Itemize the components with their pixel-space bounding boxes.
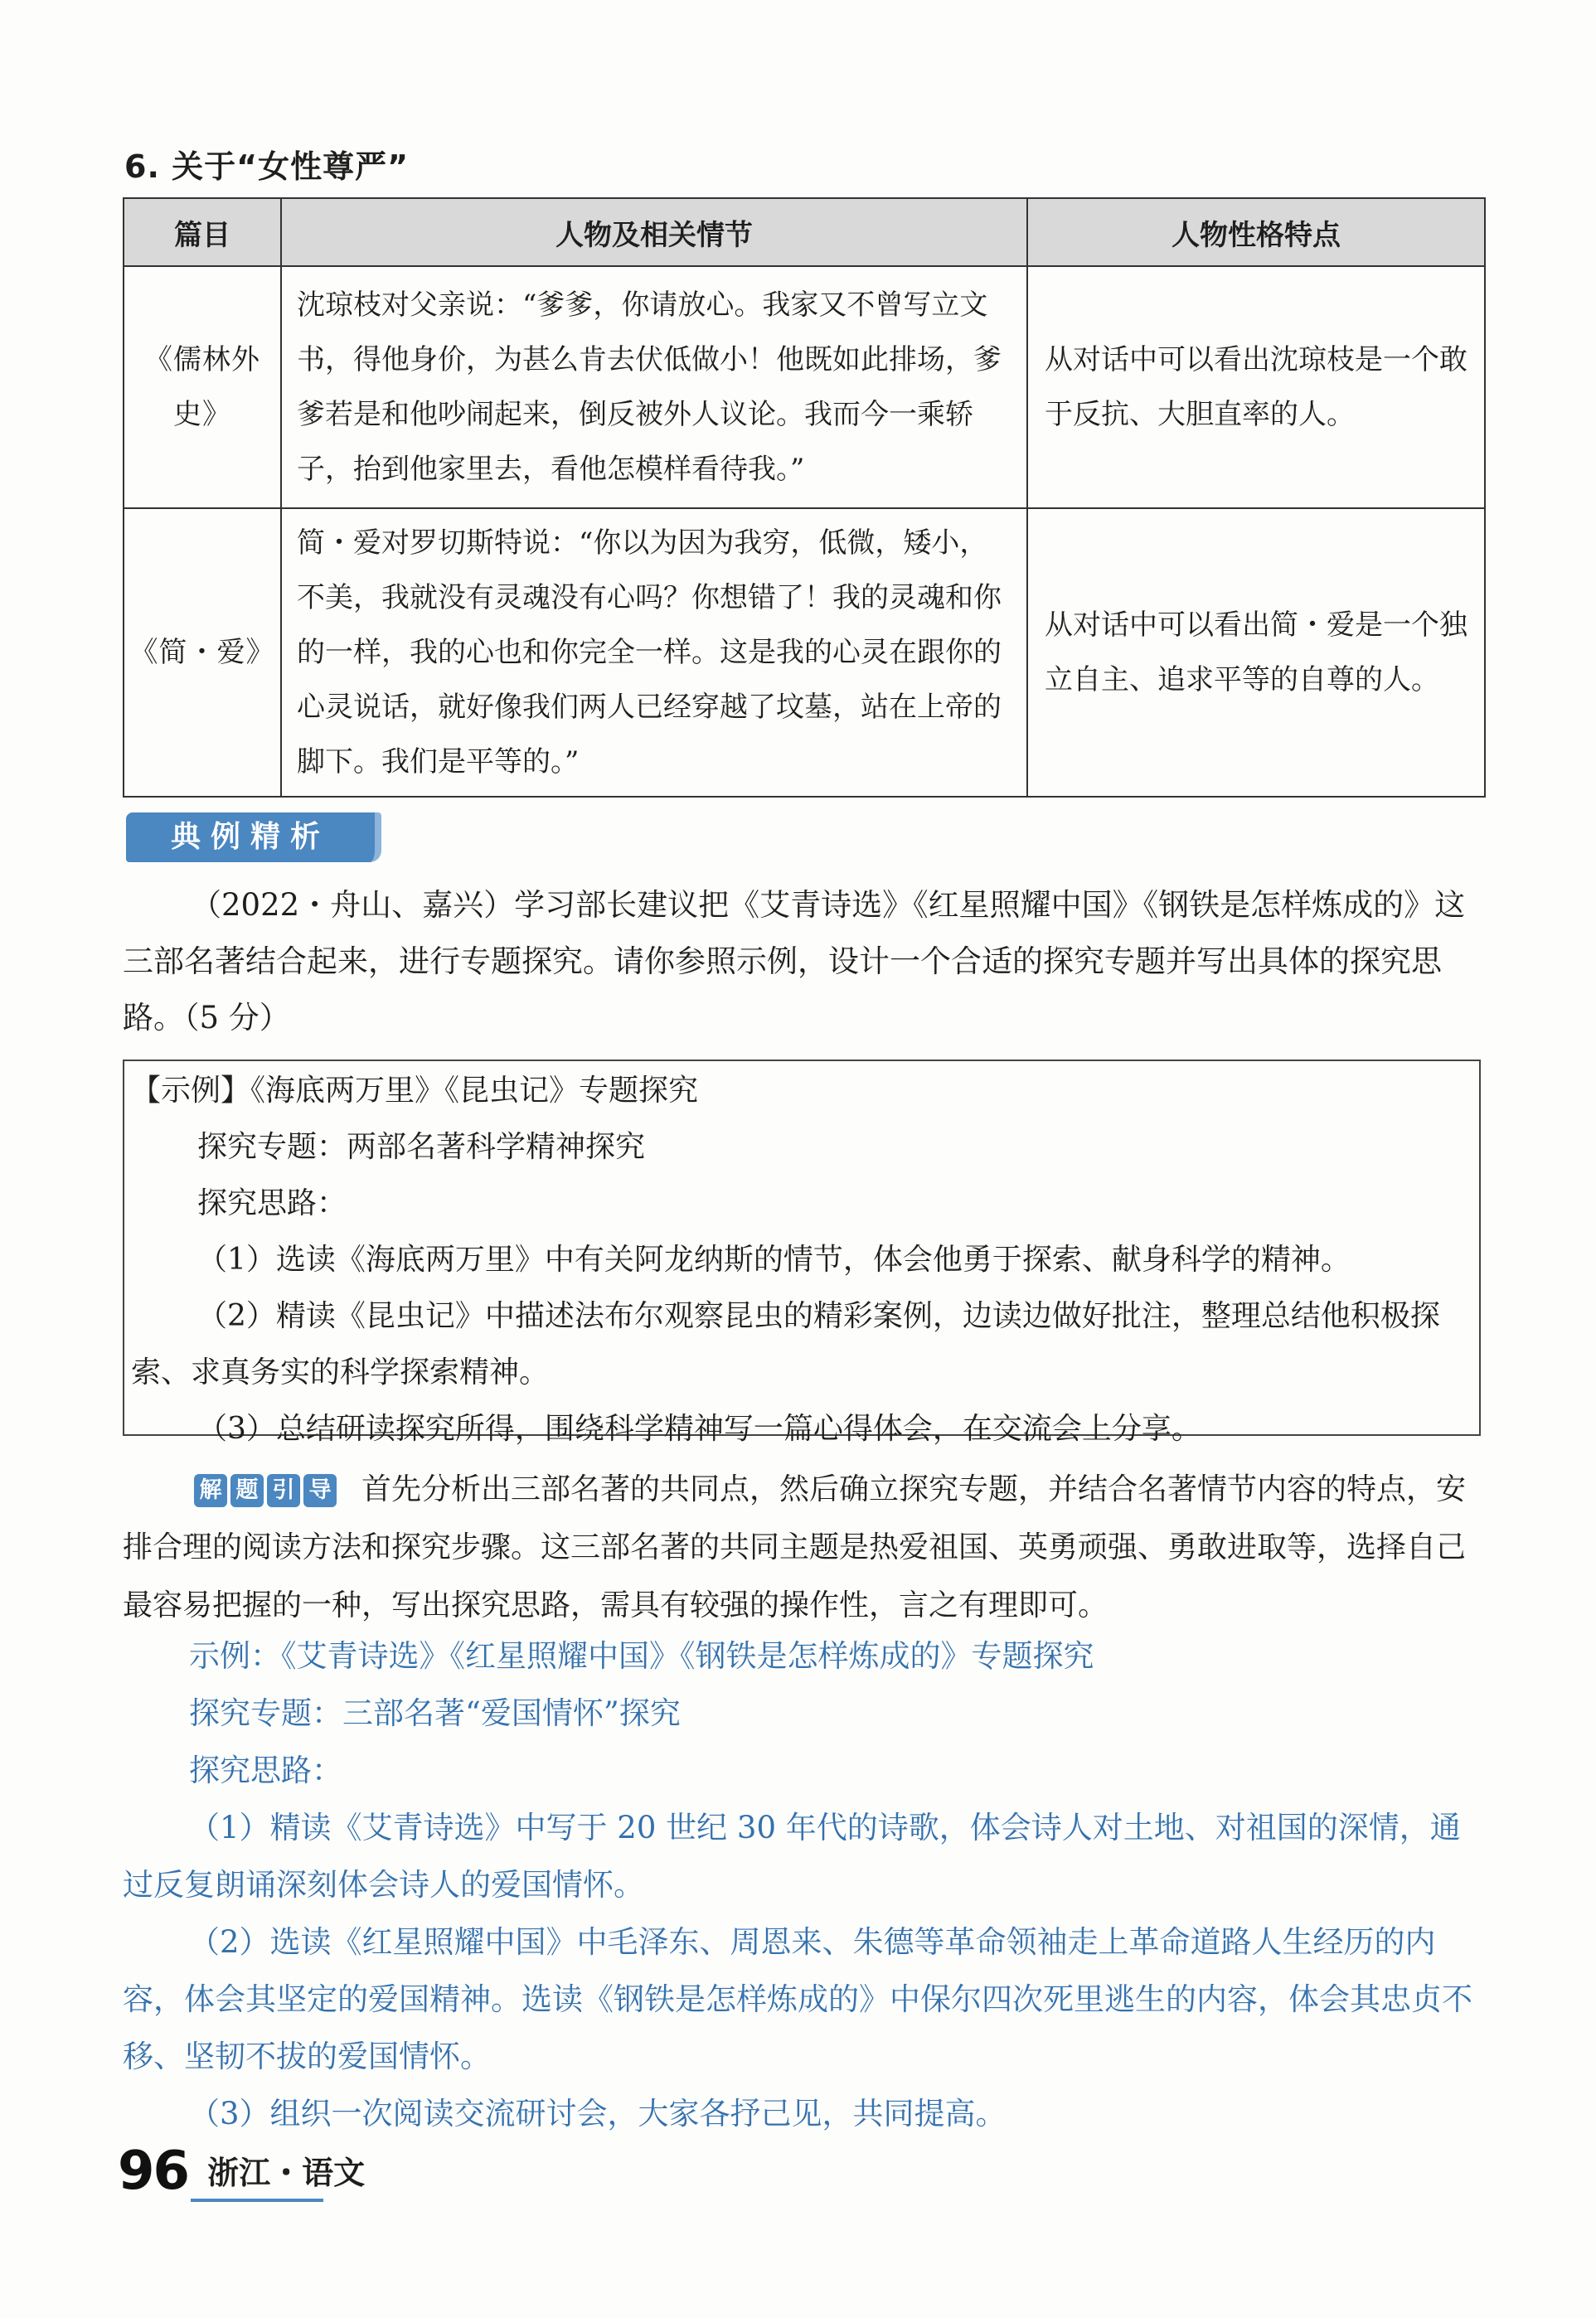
row-plot: 简・爱对罗切斯特说：“你以为因为我穷，低微，矮小，不美，我就没有灵魂没有心吗？你想错了！我的灵魂和你的一样，我的心也和你完全一样。这是我的心灵在跟你的心灵说话，就好像我们两人已经穿越了坟墓，站在上帝的脚下。我们是平等的。” [281, 508, 1027, 797]
row-title: 《儒林外史》 [124, 266, 281, 508]
question-text: （2022・舟山、嘉兴）学习部长建议把《艾青诗选》《红星照耀中国》《钢铁是怎样炼成的》这三部名著结合起来，进行专题探究。请你参照示例，设计一个合适的探究专题并写出具体的探究思路。（5 分） [123, 887, 1466, 1035]
example-badge: 典例精析 [126, 812, 381, 862]
row-title: 《简・爱》 [124, 508, 281, 797]
row-plot: 沈琼枝对父亲说：“爹爹，你请放心。我家又不曾写立文书，得他身价，为甚么肯去伏低做小！他既如此排场，爹爹若是和他吵闹起来，倒反被外人议论。我而今一乘轿子，抬到他家里去，看他怎模样看待我。” [281, 266, 1027, 508]
guide-badge-char: 导 [303, 1474, 337, 1507]
guide-text: 首先分析出三部名著的共同点，然后确立探究专题，并结合名著情节内容的特点，安排合理的阅读方法和探究步骤。这三部名著的共同主题是热爱祖国、英勇顽强、勇敢进取等，选择自己最容易把握的一种，写出探究思路，需具有较强的操作性，言之有理即可。 [123, 1472, 1467, 1622]
sample-step: （1）选读《海底两万里》中有关阿龙纳斯的情节，体会他勇于探索、献身科学的精神。 [197, 1243, 1351, 1277]
answer-topic: 探究专题：三部名著“爱国情怀”探究 [189, 1695, 681, 1731]
guide-badge-char: 解 [194, 1474, 227, 1507]
row-trait: 从对话中可以看出沈琼枝是一个敢于反抗、大胆直率的人。 [1027, 266, 1485, 508]
answer-step: （3）组织一次阅读交流研讨会，大家各抒己见，共同提高。 [189, 2096, 1007, 2131]
guide-paragraph [123, 1459, 1487, 1635]
footer-underline [191, 2199, 323, 2202]
section-title: 6. 关于“女性尊严” [124, 148, 410, 185]
sample-title: 【示例】《海底两万里》《昆虫记》专题探究 [131, 1074, 699, 1108]
header-trait: 人物性格特点 [1027, 198, 1485, 266]
guide-badge [194, 1459, 340, 1517]
page-footer [118, 2141, 365, 2202]
table-row [124, 508, 1485, 797]
table-header-row [124, 198, 1485, 266]
sample-step: （2）精读《昆虫记》中描述法布尔观察昆虫的精彩案例，边读边做好批注，整理总结他积极探索、求真务实的科学探索精神。 [131, 1299, 1440, 1389]
reference-table [123, 197, 1486, 798]
header-plot: 人物及相关情节 [281, 198, 1027, 266]
page-label: 浙江・语文 [207, 2155, 366, 2191]
sample-topic: 探究专题：两部名著科学精神探究 [197, 1130, 646, 1164]
sample-box [123, 1060, 1481, 1446]
sample-step: （3）总结研读探究所得，围绕科学精神写一篇心得体会，在交流会上分享。 [197, 1412, 1201, 1446]
answer-ideas-label: 探究思路： [189, 1753, 342, 1788]
answer-block [123, 1627, 1487, 2142]
row-trait: 从对话中可以看出简・爱是一个独立自主、追求平等的自尊的人。 [1027, 508, 1485, 797]
answer-step: （2）选读《红星照耀中国》中毛泽东、周恩来、朱德等革命领袖走上革命道路人生经历的内容，体会其坚定的爱国精神。选读《钢铁是怎样炼成的》中保尔四次死里逃生的内容，体会其忠贞不移、坚韧不拔的爱国情怀。 [123, 1924, 1472, 2074]
guide-badge-char: 引 [267, 1474, 300, 1507]
answer-step: （1）精读《艾青诗选》中写于 20 世纪 30 年代的诗歌，体会诗人对土地、对祖国的深情，通过反复朗诵深刻体会诗人的爱国情怀。 [123, 1810, 1461, 1903]
header-title: 篇目 [124, 198, 281, 266]
guide-badge-char: 题 [230, 1474, 264, 1507]
answer-title: 示例：《艾青诗选》《红星照耀中国》《钢铁是怎样炼成的》专题探究 [189, 1638, 1094, 1674]
page-number: 96 [118, 2141, 189, 2202]
sample-ideas-label: 探究思路： [197, 1186, 347, 1220]
table-row [124, 266, 1485, 508]
